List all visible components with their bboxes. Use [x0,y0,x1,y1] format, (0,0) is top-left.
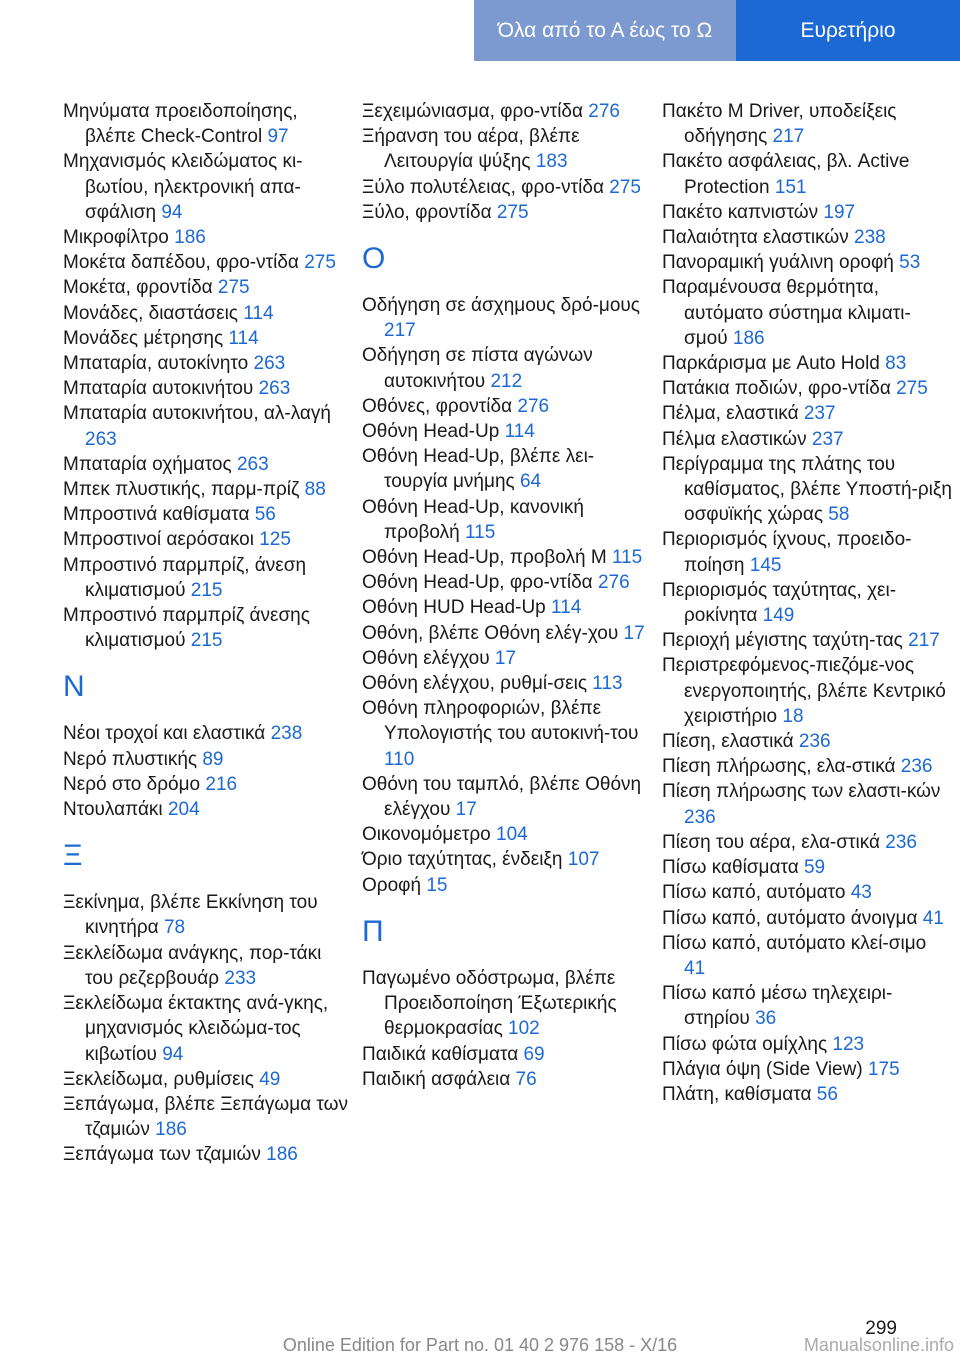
index-page-link[interactable]: 83 [885,353,907,375]
index-entry-text: Μπροστινά καθίσματα [63,504,250,526]
index-page-link[interactable]: 123 [832,1033,865,1055]
index-entry-text: Οθόνη πληροφοριών, βλέπε Υπολογιστής του αυτοκινή-του [362,698,639,745]
index-page-link[interactable]: 69 [523,1043,545,1065]
index-page-link[interactable]: 114 [243,302,274,324]
index-entry [63,250,353,275]
index-page-link[interactable]: 114 [228,327,259,349]
index-entry [362,570,652,595]
index-entry-text: Πίσω καπό μέσω τηλεχειρι-στηρίου [662,983,893,1030]
index-entry-text: Παιδικά καθίσματα [362,1043,519,1065]
index-entry [362,419,652,444]
index-entry-text: Πακέτο M Driver, υποδείξεις οδήγησης [662,101,897,148]
index-entry-text: Ξεπάγωμα των τζαμιών [63,1144,261,1166]
index-page-link[interactable]: 276 [588,101,620,122]
index-entry-text: Μηνύματα προειδοποίησης, βλέπε Check-Control [63,101,298,148]
index-entry [362,293,652,343]
index-page-link[interactable]: 217 [772,126,805,148]
index-entry-text: Ξήρανση του αέρα, βλέπε Λειτουργία ψύξης [362,126,580,173]
index-entry [63,527,353,552]
index-page-link[interactable]: 36 [755,1008,777,1030]
index-entry [362,1042,652,1067]
index-entry [63,477,353,502]
index-page-link[interactable]: 275 [896,378,928,400]
index-entry-text: Παιδική ασφάλεια [362,1068,511,1090]
index-entry-text: Οθόνη ελέγχου [362,647,490,669]
index-entry-text: Μπαταρία αυτοκινήτου [63,378,254,400]
index-page-link[interactable]: 275 [496,201,529,223]
index-entry-text: Περιορισμός ταχύτητας, χει-ροκίνητα [662,579,897,627]
index-entry [63,890,353,940]
index-entry-text: Μπαταρία οχήματος [63,453,232,475]
index-entry-text: Ξεκλείδωμα έκτακτης ανά-γκης, μηχανισμός κλειδώμα-τος κιβωτίου [63,993,329,1065]
index-column-1 [63,99,353,1168]
index-page-link[interactable]: 186 [732,327,765,349]
index-page-link[interactable]: 186 [155,1119,187,1141]
index-page-link[interactable]: 236 [684,806,716,828]
index-letter-heading: Ξ [63,839,83,873]
index-entry [63,275,353,300]
index-page-link[interactable]: 89 [202,748,224,770]
index-page-link[interactable]: 102 [508,1018,540,1040]
index-entry [362,595,652,620]
index-entry [63,301,353,326]
index-entry-text: Ξεκλείδωμα, ρυθμίσεις [63,1068,254,1090]
index-entry [362,873,652,898]
index-entry [63,721,353,746]
index-entry [362,822,652,847]
index-entry-text: Οικονομόμετρο [362,824,491,846]
index-entry [662,200,952,225]
index-entry-text: Μονάδες μέτρησης [63,327,224,349]
index-entry [63,941,353,991]
index-page-link[interactable]: 276 [597,572,630,594]
index-page-link[interactable]: 236 [798,731,831,753]
index-entry-text: Πίεση του αέρα, ελα-στικά [662,831,880,853]
index-entry [63,603,353,653]
index-entry-text: Πακέτο ασφάλειας, βλ. Active Protection [662,151,910,198]
index-entry [63,149,353,225]
index-entry [662,427,952,452]
index-page-link[interactable]: 275 [217,277,250,299]
index-entry-text: Ντουλαπάκι [63,799,163,821]
index-page-link[interactable]: 15 [426,874,448,896]
index-entry [63,351,353,376]
index-page-link[interactable]: 115 [464,521,496,543]
index-page-link[interactable]: 237 [803,403,836,425]
index-entry-text: Οθόνη Head-Up, κανονική προβολή [362,496,584,543]
watermark: Manualsonline.info [803,1335,954,1355]
index-entry-text: Οθόνη, βλέπε Οθόνη ελέγ-χου [362,622,619,644]
index-page-link[interactable]: 49 [259,1068,281,1090]
index-page-link[interactable]: 276 [517,395,550,417]
index-entry [662,653,952,729]
index-entry [662,779,952,829]
index-page-link[interactable]: 64 [519,471,542,493]
index-entry-text: Μηχανισμός κλειδώματος κι-βωτίου, ηλεκτρονική απα-σφάλιση [63,151,303,223]
index-page-link[interactable]: 215 [190,579,223,601]
index-entry-text: Πλάτη, καθίσματα [662,1083,812,1105]
index-letter-heading: Π [362,914,384,948]
index-entry [362,966,652,1042]
index-page-link[interactable]: 125 [259,529,291,551]
index-letter-heading: Ο [362,242,386,276]
index-page-link[interactable]: 78 [163,917,186,939]
index-entry-text: Παλαιότητα ελαστικών [662,227,849,249]
index-entry-text: Πακέτο καπνιστών [662,201,819,223]
index-entry [63,553,353,603]
index-page-link[interactable]: 212 [490,370,523,392]
index-entry [662,578,952,628]
index-entry [362,394,652,419]
index-entry [362,646,652,671]
index-entry-text: Οθόνη ελέγχου, ρυθμί-σεις [362,673,588,695]
index-entry [63,1142,353,1167]
index-page-link[interactable]: 17 [455,799,477,821]
index-entry-text: Οροφή [362,874,422,896]
index-entry [362,847,652,872]
index-entry-text: Οθόνη HUD Head-Up [362,597,546,619]
index-page-link[interactable]: 104 [496,824,528,846]
index-entry-text: Πίεση πλήρωσης, ελα-στικά [662,756,896,778]
footer-edition: Online Edition for Part no. 01 40 2 976 158 - X/16 [282,1335,678,1355]
index-entry [662,351,952,376]
index-entry-text: Μπαταρία, αυτοκίνητο [63,353,249,375]
index-entry [662,830,952,855]
index-page-link[interactable]: 76 [515,1068,537,1090]
index-entry [63,452,353,477]
index-entry [362,545,652,570]
index-page-link[interactable]: 115 [611,547,643,569]
index-entry-text: Παγωμένο οδόστρωμα, βλέπε Προειδοποίηση Έξωτερικής θερμοκρασίας [362,967,617,1040]
index-tab: Ευρετήριο [736,0,960,61]
index-page-link[interactable]: 175 [867,1058,900,1080]
index-entry [63,502,353,527]
index-page-link[interactable]: 56 [254,504,276,526]
index-page-link[interactable]: 238 [854,227,886,249]
index-entry-text: Πατάκια ποδιών, φρο-ντίδα [662,378,891,400]
index-entry [662,225,952,250]
index-entry [63,1067,353,1092]
index-page-link[interactable]: 149 [762,605,795,627]
index-entry-text: Μπροστινοί αερόσακοι [63,529,254,551]
index-entry-text: Πέλμα ελαστικών [662,428,807,450]
index-page-link[interactable]: 41 [922,907,944,929]
index-page-link[interactable]: 238 [270,723,303,745]
index-entry-text: Μπροστινό παρμπρίζ, άνεση κλιματισμού [63,554,307,601]
index-entry [662,855,952,880]
index-entry [362,343,652,393]
index-entry-text: Πλάγια όψη (Side View) [662,1058,863,1080]
index-entry-text: Ξεπάγωμα, βλέπε Ξεπάγωμα των τζαμιών [63,1093,348,1141]
index-entry [662,931,952,981]
index-entry-text: Ξεκλείδωμα ανάγκης, πορ-τάκι του ρεζερβουάρ [63,942,322,989]
index-entry [362,696,652,772]
index-page-link[interactable]: 197 [823,201,856,223]
index-page-link[interactable]: 113 [592,673,623,695]
index-entry [362,444,652,494]
index-entry [362,99,652,124]
index-page-link[interactable]: 110 [384,748,415,770]
index-entry [362,621,652,646]
index-entry-text: Νερό πλυστικής [63,748,198,770]
index-page-link[interactable]: 17 [494,647,517,669]
index-entry [362,671,652,696]
index-page-link[interactable]: 43 [850,882,872,904]
index-entry-text: Μπεκ πλυστικής, παρμ-πρίζ [63,479,300,501]
index-entry [662,906,952,931]
index-entry-text: Περίγραμμα της πλάτης του καθίσματος, βλέπε Υποστή-ριξη οσφυϊκής χώρας [662,453,952,526]
index-entry-text: Παραμένουσα θερμότητα, αυτόματο σύστημα κλιματι-σμού [662,277,911,349]
index-entry-text: Νέοι τροχοί και ελαστικά [63,723,266,745]
index-entry-text: Μονάδες, διαστάσεις [63,302,238,324]
index-entry [662,880,952,905]
index-entry [63,376,353,401]
index-entry-text: Πέλμα, ελαστικά [662,403,799,425]
index-entry [362,124,652,174]
index-entry [662,250,952,275]
index-entry-text: Ξεχειμώνιασμα, φρο-ντίδα [362,101,583,122]
index-page-link[interactable]: 233 [224,967,257,989]
index-entry [63,401,353,451]
index-entry [662,754,952,779]
index-entry-text: Πίσω καπό, αυτόματο κλεί-σιμο [662,932,927,954]
index-page-link[interactable]: 217 [384,320,416,342]
index-page-link[interactable]: 183 [535,151,568,173]
page-number: 299 [865,1318,897,1339]
index-page-link[interactable]: 94 [161,201,183,223]
index-entry-text: Οθόνη Head-Up [362,421,500,443]
index-entry [63,747,353,772]
index-page-link[interactable]: 114 [551,597,582,619]
index-page-link[interactable]: 263 [258,378,291,400]
index-entry-text: Περιορισμός ίχνους, προειδο-ποίηση [662,529,912,576]
index-page-link[interactable]: 215 [190,630,223,652]
index-entry [63,797,353,822]
index-page-link[interactable]: 236 [900,756,933,778]
index-page-link[interactable]: 56 [816,1083,838,1105]
index-page-link[interactable]: 204 [167,799,200,821]
index-page-link[interactable]: 236 [885,831,917,853]
index-page-link[interactable]: 151 [774,176,807,198]
index-entry [662,1082,952,1107]
index-page-link[interactable]: 237 [811,428,844,450]
index-entry-text: Ξύλο πολυτέλειας, φρο-ντίδα [362,176,604,198]
index-entry [662,1032,952,1057]
index-entry [362,1067,652,1092]
index-entry-text: Οθόνη του ταμπλό, βλέπε Οθόνη ελέγχου [362,773,642,821]
index-entry-text: Οθόνες, φροντίδα [362,395,513,417]
index-entry-text: Νερό στο δρόμο [63,773,201,795]
index-page-link[interactable]: 263 [236,453,269,475]
index-entry-text: Ξύλο, φροντίδα [362,201,492,223]
index-entry [662,729,952,754]
index-entry-text: Ξεκίνημα, βλέπε Εκκίνηση του κινητήρα [63,892,318,939]
index-entry [662,401,952,426]
index-entry [362,495,652,545]
index-page-link[interactable]: 145 [749,554,782,576]
index-entry-text: Πίσω καπό, αυτόματο άνοιγμα [662,907,918,929]
index-entry [63,772,353,797]
index-page-link[interactable]: 186 [174,227,206,249]
index-page-link[interactable]: 59 [803,857,826,879]
index-entry [63,1092,353,1142]
index-page-link[interactable]: 88 [304,479,326,501]
index-entry-text: Πίσω καθίσματα [662,857,799,879]
index-page-link[interactable]: 41 [684,957,706,979]
index-page-link[interactable]: 97 [267,126,289,148]
index-page-link[interactable]: 94 [162,1043,184,1065]
index-entry-text: Πίεση, ελαστικά [662,731,794,753]
index-entry [362,200,652,225]
index-entry [662,628,952,653]
index-entry [362,772,652,822]
index-page-link[interactable]: 216 [205,773,238,795]
index-entry-text: Περιστρεφόμενος-πιεζόμε-νος ενεργοποιητής, βλέπε Κεντρικό χειριστήριο [662,655,946,727]
index-entry-text: Μικροφίλτρο [63,227,169,249]
index-entry-text: Οδήγηση σε άσχημους δρό-μους [362,295,640,317]
index-entry [662,981,952,1031]
index-entry-text: Πίσω καπό, αυτόματο [662,882,846,904]
index-entry [662,452,952,528]
index-entry-text: Οδήγηση σε πίστα αγώνων αυτοκινήτου [362,345,593,392]
index-entry-text: Όριο ταχύτητας, ένδειξη [362,849,563,871]
index-entry [662,1057,952,1082]
index-page-link[interactable]: 53 [899,252,921,274]
index-page-link[interactable]: 263 [85,428,117,450]
index-column-3 [662,99,952,1107]
index-entry [662,275,952,351]
index-entry-text: Οθόνη Head-Up, προβολή M [362,547,607,569]
index-column-2 [362,99,652,1092]
index-page-link[interactable]: 263 [253,353,286,375]
index-entry [63,225,353,250]
index-page-link[interactable]: 275 [304,252,336,274]
index-entry-text: Πανοραμική γυάλινη οροφή [662,252,894,274]
index-entry-text: Πίεση πλήρωσης των ελαστι-κών [662,781,941,803]
index-page-link[interactable]: 18 [782,705,804,727]
index-entry-text: Παρκάρισμα με Auto Hold [662,353,880,375]
index-entry-text: Περιοχή μέγιστης ταχύτη-τας [662,630,903,652]
index-entry [63,326,353,351]
index-entry [662,149,952,199]
index-page-link[interactable]: 275 [609,176,641,198]
index-page-link[interactable]: 107 [567,849,600,871]
index-page-link[interactable]: 17 [623,622,645,644]
index-page-link[interactable]: 58 [828,504,850,526]
index-entry [63,99,353,149]
index-page-link[interactable]: 114 [504,421,535,443]
index-entry-text: Μοκέτα, φροντίδα [63,277,213,299]
section-tab: Όλα από το Α έως το Ω [474,0,736,61]
index-entry [662,99,952,149]
index-entry-text: Μπαταρία αυτοκινήτου, αλ-λαγή [63,403,331,425]
index-entry [362,175,652,200]
index-entry [662,376,952,401]
index-page-link[interactable]: 217 [908,630,940,652]
page-header [0,0,960,61]
index-entry-text: Μοκέτα δαπέδου, φρο-ντίδα [63,252,299,274]
index-entry-text: Οθόνη Head-Up, φρο-ντίδα [362,572,593,594]
index-entry-text: Μπροστινό παρμπρίζ άνεσης κλιματισμού [63,605,310,652]
index-letter-heading: Ν [63,670,85,704]
index-entry-text: Οθόνη Head-Up, βλέπε λει-τουργία μνήμης [362,446,595,493]
index-entry-text: Πίσω φώτα ομίχλης [662,1033,828,1055]
index-entry [63,991,353,1067]
index-entry [662,527,952,577]
index-page-link[interactable]: 186 [266,1144,298,1166]
